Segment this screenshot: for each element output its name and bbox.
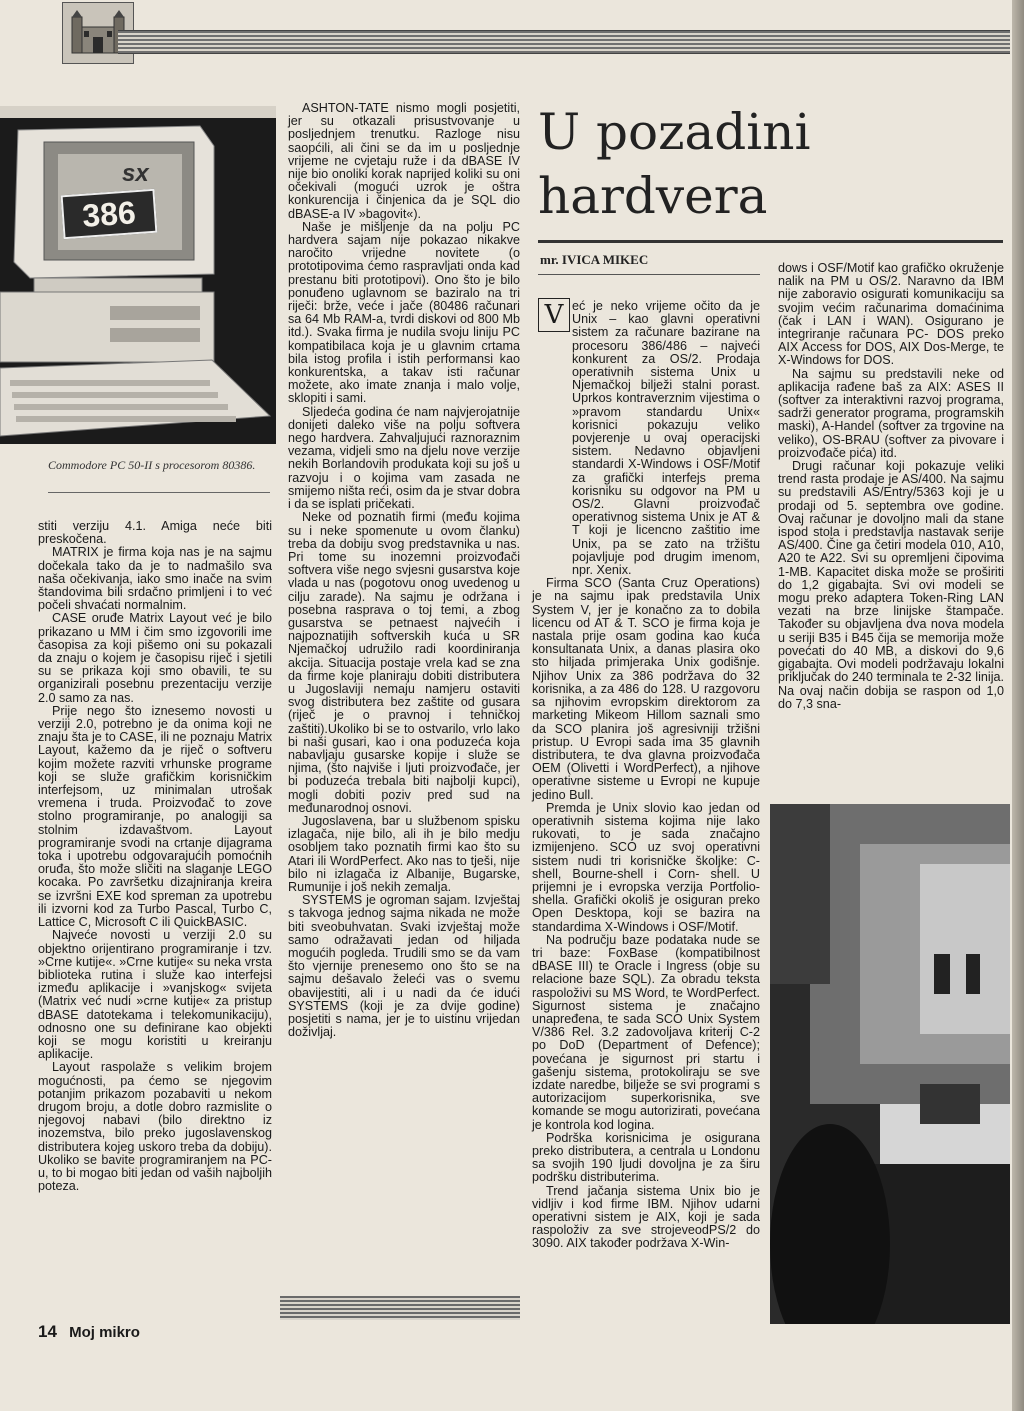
- sticker-text: 386: [81, 194, 137, 234]
- title-line-2: hardvera: [538, 167, 768, 225]
- caption-rule: [48, 492, 270, 493]
- col1-paragraph: Prije nego što iznesemo novosti u verziji 2.0, potrebno je da onima koji ne znaju šta je to CASE, ili ne poznaju Matrix Layout, kažemo da je riječ o softveru kojim možete razviti vrhunske programe koji se služe grafičkim korisničkim interfejsom, uz minimalan utrošak vremena i truda. Proizvođač to zove stolno programiranje, po analogiji sa stolnim izdavaštvom. Layout programiranje svodi na crtanje dijagrama toka i upotrebu odgovarajućih pomoćnih oruđa, što može sličiti na slaganje LEGO kocaka. Po završetku dizajniranja kreira se izvršni EXE kod spreman za upotrebu ili izvorni kod za Turbo Pascal, Turbo C, Lattice C, Microsoft C ili QuickBASIC.: [38, 703, 272, 930]
- office-photo: [770, 804, 1010, 1324]
- column-2: [288, 102, 520, 1039]
- page-footer: [38, 1322, 140, 1342]
- col1-paragraph: stiti verziju 4.1. Amiga neće biti preskočena.: [38, 519, 272, 547]
- col2-paragraph: ASHTON-TATE nismo mogli posjetiti, jer su otkazali prisustvovanje u posljednjem trenutku. Razloge nisu saopćili, ali čini se da im u posljednje vrijeme ne cvjetaju ruže i da dBASE IV nije bio onoliki korak naprijed koliki su oni očekivali (mogući uzrok je oštra konkurencija i činjenica da je SQL dio dBASE-a IV »bagovit«).: [288, 101, 520, 221]
- col2-paragraph: Jugoslavena, bar u službenom spisku izlagača, nije bilo, ali ih je bilo medju osobljem tako poznatih firmi kao što su Atari ili WordPerfect. Ako nas to tješi, nije bilo ni izlagača iz Albanije, Bugarske, Rumunije i još nekih zemalja.: [288, 813, 520, 894]
- sticker-suffix: sx: [122, 160, 149, 187]
- column-1: [38, 520, 272, 1193]
- col2-paragraph: SYSTEMS je ogroman sajam. Izvještaj s takvoga jednog sajma nikada ne može biti sveobuhvatan. Svaki izvještaj može samo odražavati jedan od hiljada mogućih pogleda. Trudili smo se da vam što vjernije prenesemo ono što se na sajmu dešavalo želeći vas o svemu obavijestiti, ali i u nadi da će idući SYSTEMS (koji je za dvije godine) posjetiti s nama, jer je to uistinu vrijedan doživljaj.: [288, 893, 520, 1040]
- byline-rule: [538, 274, 760, 275]
- col2-paragraph: Sljedeća godina će nam najvjerojatnije donijeti daleko više na polju softvera nego hardvera. Zahvaljujući raznoraznim vezama, vidjeli smo na djelu nove verzije nekih Borlandovih produkata koji su još u razvoju i o kojima vam zasada ne smijemo ništa reći, osim da je stvar dobra i da se isplati pričekati.: [288, 404, 520, 512]
- col2-paragraph: Naše je mišljenje da na polju PC hardvera sajam nije pokazao nikakve naročito vrijedne novitete (o prototipovima ćemo raspravljati onda kad prestanu biti prototipovi). Ono što je bilo ponuđeno uglavnom se baziralo na tri riječi: brže, veće i jače (80486 računari sa 64 Mb RAM-a, tvrdi diskovi od 800 Mb itd.). Svaka firma je nudila svoju liniju PC kompatibilaca koja je u glavnim crtama bila istog profila i istih performansi kao konkurentska, a takav isti računar možete, ako imate znanja i malo volje, sklopiti i sami.: [288, 219, 520, 406]
- title-rule: [538, 240, 1003, 243]
- col1-paragraph: Najveće novosti u verziji 2.0 su objektno orijentirano programiranje i tzv. »Crne kutije«. »Crne kutije« su neka vrsta biblioteka rutina i služe kao interfejsi između aplikacije i »vanjskog« svijeta (Matrix već nudi »crne kutije« za pristup dBASE datotekama i telekomunikaciju), odnosno one su definirane kao objekti koji se mogu koristiti u kreiranju aplikacije.: [38, 928, 272, 1062]
- col1-paragraph: MATRIX je firma koja nas je na sajmu dočekala tako da je to nadmašilo sva naša očekivanja, iako smo inače na svim štandovima bili srdačno primljeni i to već počeli shvaćati normalnim.: [38, 545, 272, 613]
- magazine-name: Moj mikro: [69, 1324, 140, 1341]
- article-title: [538, 100, 1008, 228]
- computer-photo: [0, 106, 276, 444]
- column-3: [532, 300, 760, 1251]
- col2-paragraph: Neke od poznatih firmi (među kojima su i neke spomenute u ovom članku) treba da dobiju svog predstavnika u nas. Pri tome su inozemni proizvođači softvera više nego svjesni gusarstva koje vlada u nas (pogotovu onog uvedenog u cilju zarade). Na sajmu je održana i posebna rasprava o toj temi, a zbog gusarstva se petnaest najvećih i najpoznatijih softverskih kuća u SR Njemačkoj udružilo radi koordiniranja akcija. Situacija postaje vrela kad se zna da firme koje planiraju dobiti distributera u Jugoslaviji nemaju namjeru ostaviti svog distributera bez zaštite od gusara (riječ je o pravnoj i tehničkoj zaštiti).Ukoliko bi se to ostvarilo, vrlo lako bi naši gusari, kao i ona poduzeća koja nabavljaju gusarske kopije i služe se njima, (što najviše i ljuti proizvođače, jer bi poduzeća trebala biti najbolji kupci), mogli dobiti poziv pred sud na međunarodnoj osnovi.: [288, 510, 520, 815]
- column-end-rule: [280, 1296, 520, 1320]
- header-rule: [118, 30, 1010, 54]
- monitor-sticker: [61, 189, 158, 239]
- author-byline: mr. IVICA MIKEC: [540, 252, 649, 267]
- photo-caption: Commodore PC 50-II s procesorom 80386.: [48, 458, 256, 472]
- drop-cap: V: [538, 298, 570, 332]
- col3-paragraph: Firma SCO (Santa Cruz Operations) je na sajmu ipak predstavila Unix System V, jer je konačno za to dobila licencu od AT & T. SCO je firma koja je nastala prije osam godina kao kuća konsultanata Unix, a danas plasira oko sto hiljada primjeraka Unix godišnje. Njihov Unix za 386 podržava do 32 korisnika, a za 486 do 128. U razgovoru sa njihovim evropskim direktorom za marketing Mikeom Hillom saznali smo da SCO planira još agresivniji tržišni pristup. U Evropi sada ima 35 glavnih distributera, te dva glavna proizvođača OEM (Olivetti i WordPerfect), a njihove operativne sisteme u Evropi ne kupuje jedino Bull.: [532, 576, 760, 802]
- column-4: [778, 262, 1004, 711]
- col4-paragraph: Na sajmu su predstavili neke od aplikacija rađene baš za AIX: ASES II (softver za interaktivni razvoj programa, sadrži generator programa, programskih maski), A-Handel (softver za trgovine na veliko), OS-BRAU (softver za pivovare i proizvođače pića) itd.: [778, 366, 1004, 460]
- col3-paragraph: Premda je Unix slovio kao jedan od operativnih sistema kojima nije lako rukovati, to je sada značajno izmijenjeno. SCO uz svoj operativni sistem nudi tri korisničke školjke: C-shell, Bourne-shell i Corn- shell. U prijemni je i evropska verzija Portfolio-shella. Grafički okoliš je osiguran preko Open Desktopa, koji se bazira na standardima X-Windows i OSF/Motif.: [532, 800, 760, 934]
- col4-paragraph: dows i OSF/Motif kao grafičko okruženje nalik na PM u OS/2. Naravno da IBM nije zaboravio osigurati komunikaciju sa svojim većim računarima domaćinima (čak i LAN i WAN). Osigurano je integriranje računara PC- DOS preko AIX Access for DOS, AIX Dos-Merge, te X-Windows for DOS.: [778, 261, 1004, 368]
- col3-paragraph: Trend jačanja sistema Unix bio je vidljiv i kod firme IBM. Njihov udarni operativni sistem je AIX, koji je sada raspoloživ za sve strojeveodPS/2 do 3090. AIX također podržava X-Win-: [532, 1183, 760, 1251]
- col1-paragraph: CASE oruđe Matrix Layout već je bilo prikazano u MM i čim smo izgovorili ime časopisa za koji pišemo oni su pokazali da znaju o kojem je časopisu riječ i sjetili su se prikaza koji smo obavili, te su organizirali posebnu prezentaciju verzije 2.0 samo za nas.: [38, 611, 272, 705]
- col4-paragraph: Drugi računar koji pokazuje veliki trend rasta prodaje je AS/400. Na sajmu su predstavili AS/Entry/5363 koji je u prodaji od 5. septembra ove godine. Ovaj računar je dovoljno mali da stane ispod stola i predstavlja nastavak serije AS/400. Čine ga četiri modela 010, A10, A20 te A22. Svi su opremljeni čipovima 1-MB. Kapacitet diska može se proširiti do 1,2 gigabajta. Svi ovi modeli se mogu preko adaptera Token-Ring LAN vezati na brze linijske štampače. Također su objavljena dva nova modela u seriji B35 i B45 čija se memorija može povećati do 40 MB, a diskovi do 9,6 gigabajta. Ovi modeli podržavaju lokalni priključak do 240 terminala te 2-32 linija. Na ovaj način dobija se raspon od 1,0 do 7,3 sna-: [778, 459, 1004, 711]
- col1-paragraph: Layout raspolaže s velikim brojem mogućnosti, pa ćemo se njegovim potanjim prikazom pozabaviti u nekom drugom broju, a dotle dobro razmislite o njegovoj nabavi (bilo direktno iz inozemstva, bilo preko jugoslavenskog distributera kojeg uskoro treba da dobiju). Ukoliko se bavite programiranjem na PC-u, to bi mogao biti jedan od vaših najboljih poteza.: [38, 1060, 272, 1194]
- page-edge: [1012, 0, 1024, 1411]
- page-number: 14: [38, 1322, 57, 1341]
- col3-paragraph: Podrška korisnicima je osigurana preko distributera, a centrala u Londonu sa svojih 190 ljudi dovoljna je za širu podršku distributerima.: [532, 1130, 760, 1185]
- col3-paragraph: Na području baze podataka nude se tri baze: FoxBase (kompatibilnost dBASE III) te Oracle i Ingress (obje su relacione baze SQL). Za obradu teksta raspoloživi su MS Word, te WordPerfect. Sigurnost sistema je značajno unapređena, te sada SCO Unix System V/386 Rel. 3.2 zadovoljava kriterij C-2 po DoD (Department of Defence); povećana je sigurnost pri startu i gašenju sistema, protokoliraju se sve izdate naredbe, bilježe se svi programi s autorizacijom superkorisnika, sve komande se mogu autorizirati, povećana je kontrola kod logina.: [532, 932, 760, 1132]
- title-line-1: U pozadini: [538, 103, 811, 161]
- col3-paragraph: eć je neko vrijeme očito da je Unix – kao glavni operativni sistem za računare bazirane na procesoru 386/486 – najveći konkurent za OS/2. Prodaja operativnih sistema Unix u Njemačkoj bilježi stalni porast. Uprkos kontraverznim vijestima o »pravom standardu Unix« korisnici pokazuju veliko povjerenje u ovaj operacijski sistem. Nedavno objavljeni standardi X-Windows i OSF/Motif za grafički interfejs prema korisniku su odgovor na PM u OS/2. Glavni proizvođač operativnog sistema Unix je AT & T koji je licencno zaštitio ime Unix, pa se zato na tržištu pojavljuje pod drugim imenom, npr. Xenix.: [572, 299, 760, 578]
